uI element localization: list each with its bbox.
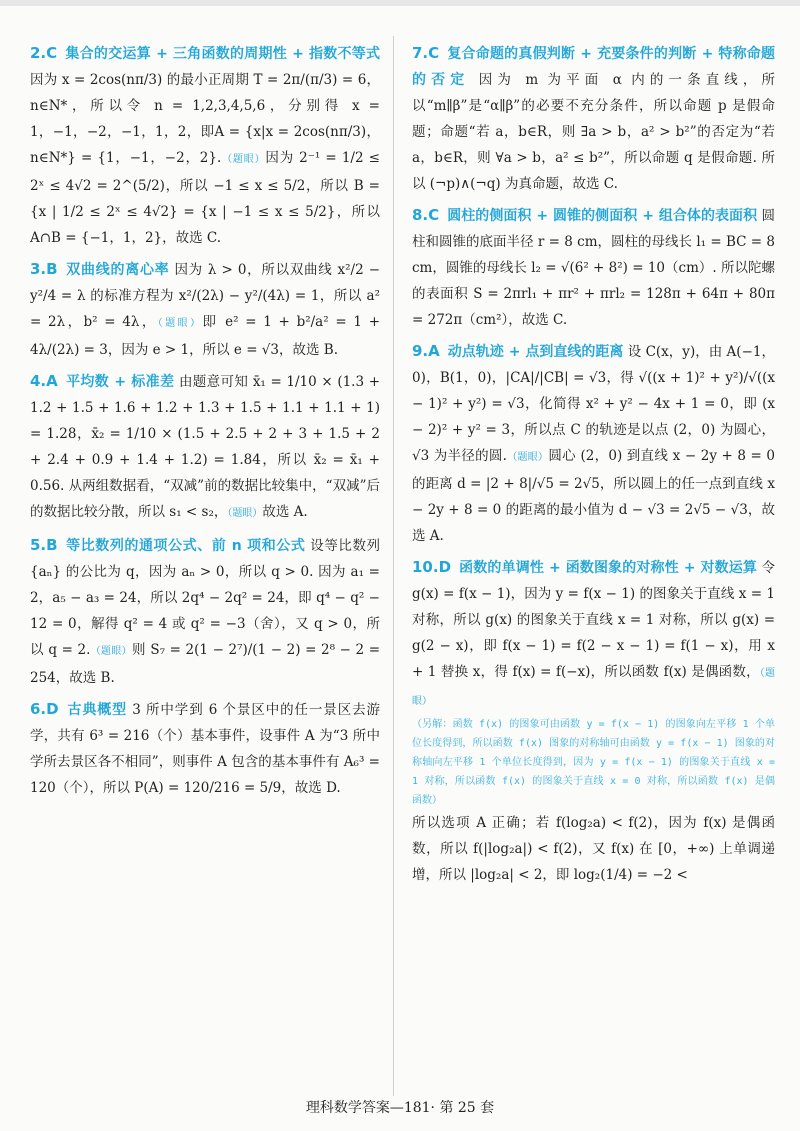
answer-body: 设 C(x，y)，由 A(−1，0)，B(1，0)，|CA|/|CB| = √3，得 √((x + 1)² + y²)/√((x − 1)² + y²) = √3，化简得 x² + y² − 4x + 1 = 0，即 (x − 2)² + y² = 3，所以点 C 的轨迹是以点 (2，0) 为圆心，√3 为半径的圆.	[412, 344, 775, 464]
answer-body: 因为 x = 2cos(nπ/3) 的最小正周期 T = 2π/(π/3) = 6，n∈N*，所以令 n = 1,2,3,4,5,6，分别得 x = 1，−1，−2，−1，1，2，即A = {x|x = 2cos(nπ/3)，n∈N*} = {1，−1，−2，2}.	[30, 72, 380, 166]
left-column	[30, 40, 380, 806]
answer-topic: 平均数 + 标准差	[65, 374, 175, 390]
answer-body: 3 所中学到 6 个景区中的任一景区去游学，共有 6³ = 216（个）基本事件，设事件 A 为“3 所中学所去景区各不相同”，则事件 A 包含的基本事件有 A₆³ = 120（个），所以 P(A) = 120/216 = 5/9，故选 D.	[30, 702, 380, 796]
answer-number: 7.C	[412, 44, 440, 62]
answer-topic: 动点轨迹 + 点到直线的距离	[447, 344, 624, 360]
answer-tail: 故选 A.	[262, 504, 308, 520]
answer-4	[30, 368, 380, 527]
answer-number: 9.A	[412, 342, 440, 360]
top-edge	[0, 0, 800, 6]
answer-topic: 圆柱的侧面积 + 圆锥的侧面积 + 组合体的表面积	[447, 208, 758, 224]
key-point-tag: （题眼）	[157, 318, 203, 329]
answer-number: 10.D	[412, 558, 452, 576]
answer-7	[412, 40, 775, 197]
answer-body: 圆柱和圆锥的底面半径 r = 8 cm，圆柱的母线长 l₁ = BC = 8 cm，圆锥的母线长 l₂ = √(6² + 8²) = 10（cm）. 所以陀螺的表面积 S = 2πrl₁ + πr² + πrl₂ = 128π + 64π + 80π = 272π（cm²），故选 C.	[412, 208, 775, 328]
right-column	[412, 40, 775, 893]
answer-number: 6.D	[30, 700, 59, 718]
answer-topic: 集合的交运算 + 三角函数的周期性 + 指数不等式	[65, 46, 380, 62]
answer-6	[30, 696, 380, 801]
key-point-tag: （题眼）	[506, 452, 549, 463]
answer-9	[412, 338, 775, 549]
answer-topic: 古典概型	[66, 702, 128, 718]
answer-tail: 所以选项 A 正确；若 f(log₂a) < f(2)，因为 f(x) 是偶函数，所以 f(|log₂a|) < f(2)，又 f(x) 在 [0，+∞) 上单调递增，所以 |log₂a| < 2，即 log₂(1/4) = −2 <	[412, 815, 775, 883]
answer-topic: 复合命题的真假判断 + 充要条件的判断 + 特称命题的否定	[412, 46, 775, 88]
answer-topic: 函数的单调性 + 函数图象的对称性 + 对数运算	[459, 560, 758, 576]
answer-number: 2.C	[30, 44, 58, 62]
page-footer: 理科数学答案—181· 第 25 套	[305, 1100, 495, 1116]
answer-body: 令 g(x) = f(x − 1)，因为 y = f(x − 1) 的图象关于直线 x = 1 对称，所以 g(x) 的图象关于直线 x = 1 对称，所以 g(x) = g(2 − x)，即 f(x − 1) = f(2 − x − 1) = f(1 − x)，用 x + 1 替换 x，得 f(x) = f(−x)，所以函数 f(x) 是偶函数，	[412, 560, 775, 680]
answer-number: 4.A	[30, 372, 58, 390]
answer-tail: 因为 2⁻¹ = 1/2 ≤ 2ˣ ≤ 4√2 = 2^(5/2)，所以 −1 ≤ x ≤ 5/2，所以 B = {x | 1/2 ≤ 2ˣ ≤ 4√2} = {x | −1 ≤ x ≤ 5/2}，所以 A∩B = {−1，1，2}，故选 C.	[30, 150, 380, 246]
key-point-tag: （题眼）	[412, 668, 776, 707]
answer-3	[30, 256, 380, 363]
answer-8	[412, 202, 775, 333]
key-point-tag: （题眼）	[221, 154, 266, 165]
answer-tail: 则 S₇ = 2(1 − 2⁷)/(1 − 2) = 2⁸ − 2 = 254，故选 B.	[30, 642, 381, 686]
key-point-tag: （题眼）	[90, 646, 132, 657]
answer-topic: 等比数列的通项公式、前 n 项和公式	[65, 538, 306, 554]
answer-number: 8.C	[412, 206, 440, 224]
answer-2	[30, 40, 380, 251]
answer-body: 因为 m 为平面 α 内的一条直线，所以“m∥β”是“α∥β”的必要不充分条件，所以命题 p 是假命题；命题“若 a，b∈R，则 ∃a > b，a² > b²”的否定为“若 a，b∈R，则 ∀a > b，a² ≤ b²”，所以命题 q 是假命题. 所以 (¬p)∧(¬q) 为真命题，故选 C.	[412, 72, 776, 192]
alternative-solution-note: （另解：函数 f(x) 的图象可由函数 y = f(x − 1) 的图象向左平移 1 个单位长度得到，所以函数 f(x) 图象的对称轴可由函数 y = f(x − 1) 图象的对称轴向左平移 1 个单位长度得到，因为 y = f(x − 1) 的图象关于直线 x = 1 对称，所以函数 f(x) 的图象关于直线 x = 0 对称，所以函数 f(x) 是偶函数）	[412, 719, 775, 806]
answer-topic: 双曲线的离心率	[65, 262, 170, 278]
answer-body: 由题意可知 x̄₁ = 1/10 × (1.3 + 1.2 + 1.5 + 1.6 + 1.2 + 1.3 + 1.5 + 1.1 + 1.1 + 1) = 1.28，x̄₂ = 1/10 × (1.5 + 2.5 + 2 + 3 + 1.5 + 2 + 2.4 + 0.9 + 1.4 + 1.2) = 1.84，所以 x̄₂ = x̄₁ + 0.56. 从两组数据看，“双减”前的数据比较集中，“双减”后的数据比较分散，所以 s₁ < s₂，	[30, 374, 381, 520]
key-point-tag: （题眼）	[227, 508, 263, 519]
answer-tail: 圆心 (2，0) 到直线 x − 2y + 8 = 0 的距离 d = |2 + 8|/√5 = 2√5，所以圆上的任一点到直线 x − 2y + 8 = 0 的距离的最小值为 d − √3 = 2√5 − √3，故选 A.	[412, 448, 776, 544]
answer-10	[412, 554, 775, 888]
answer-5	[30, 532, 380, 691]
answer-number: 3.B	[30, 260, 58, 278]
answer-body: 设等比数列 {aₙ} 的公比为 q，因为 aₙ > 0，所以 q > 0. 因为 a₁ = 2，a₅ − a₃ = 24，所以 2q⁴ − 2q² = 24，即 q⁴ − q² − 12 = 0，解得 q² = 4 或 q² = −3（舍），又 q > 0，所以 q = 2.	[30, 538, 381, 658]
answer-body: 因为 λ > 0，所以双曲线 x²/2 − y²/4 = λ 的标准方程为 x²/(2λ) − y²/(4λ) = 1，所以 a² = 2λ，b² = 4λ，	[30, 262, 381, 330]
answer-tail: 即 e² = 1 + b²/a² = 1 + 4λ/(2λ) = 3，因为 e > 1，所以 e = √3，故选 B.	[30, 314, 380, 358]
answer-number: 5.B	[30, 536, 58, 554]
column-divider	[393, 36, 394, 1096]
